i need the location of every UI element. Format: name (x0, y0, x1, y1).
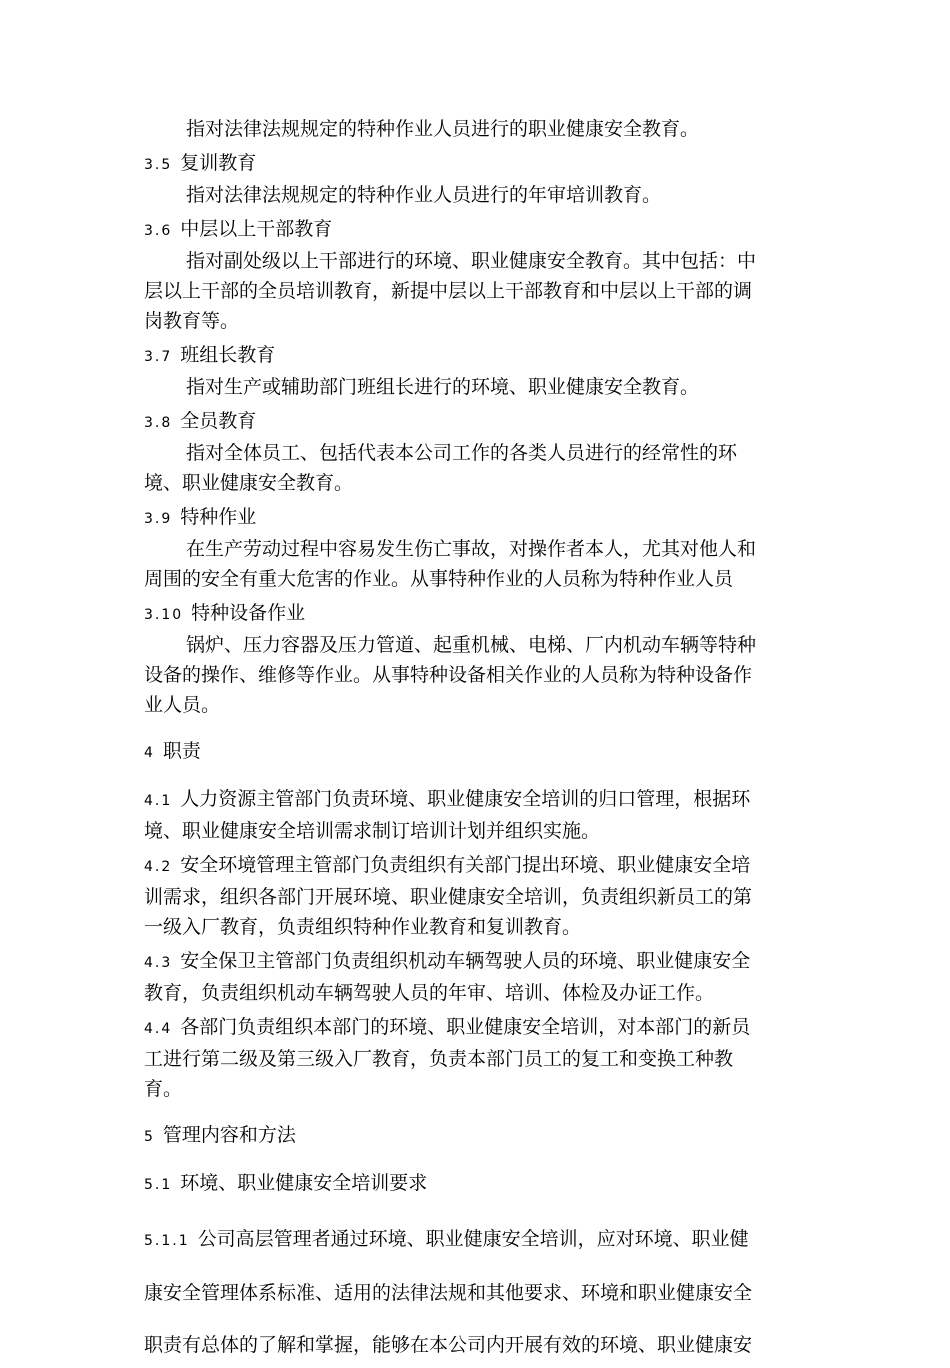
paragraph-line: 职责有总体的了解和掌握，能够在本公司内开展有效的环境、职业健康安 (144, 1334, 753, 1356)
clause-number: 4.3 (144, 955, 173, 971)
paragraph-line: 业人员。 (144, 694, 221, 716)
clause-text: 各部门负责组织本部门的环境、职业健康安全培训，对本部门的新员 (180, 1016, 751, 1038)
section-title: 职责 (162, 740, 201, 762)
clause-text: 安全保卫主管部门负责组织机动车辆驾驶人员的环境、职业健康安全 (180, 950, 751, 972)
paragraph-line: 锅炉、压力容器及压力管道、起重机械、电梯、厂内机动车辆等特种 (186, 634, 757, 656)
section-heading-3-7 (144, 340, 810, 372)
section-heading-3-6 (144, 214, 810, 246)
paragraph-line: 训需求，组织各部门开展环境、职业健康安全培训，负责组织新员工的第 (144, 886, 753, 908)
paragraph: 指对生产或辅助部门班组长进行的环境、职业健康安全教育。 (186, 376, 700, 398)
section-number: 3.6 (144, 223, 173, 239)
paragraph-line: 教育，负责组织机动车辆驾驶人员的年审、培训、体检及办证工作。 (144, 982, 715, 1004)
clause-text: 安全环境管理主管部门负责组织有关部门提出环境、职业健康安全培 (180, 854, 751, 876)
paragraph-line: 设备的操作、维修等作业。从事特种设备相关作业的人员称为特种设备作 (144, 664, 753, 686)
section-heading-5-1 (144, 1168, 810, 1200)
paragraph-line: 周围的安全有重大危害的作业。从事特种作业的人员称为特种作业人员 (144, 568, 734, 590)
section-number: 3.5 (144, 157, 173, 173)
paragraph-line: 育。 (144, 1078, 183, 1100)
paragraph-line: 指对全体员工、包括代表本公司工作的各类人员进行的经常性的环 (186, 442, 738, 464)
clause-text: 公司高层管理者通过环境、职业健康安全培训，应对环境、职业健 (197, 1228, 749, 1250)
section-heading-3-5 (144, 148, 810, 180)
clause-4-2 (144, 850, 810, 882)
section-title: 班组长教育 (180, 344, 276, 366)
paragraph-line: 层以上干部的全员培训教育，新提中层以上干部教育和中层以上干部的调 (144, 280, 753, 302)
section-title: 环境、职业健康安全培训要求 (180, 1172, 428, 1194)
paragraph-line: 岗教育等。 (144, 310, 240, 332)
section-heading-3-8 (144, 406, 810, 438)
clause-5-1-1 (144, 1216, 810, 1264)
section-heading-3-10 (144, 598, 810, 630)
paragraph-line: 指对副处级以上干部进行的环境、职业健康安全教育。其中包括：中 (186, 250, 757, 272)
paragraph-line: 一级入厂教育，负责组织特种作业教育和复训教育。 (144, 916, 582, 938)
paragraph-line: 在生产劳动过程中容易发生伤亡事故，对操作者本人，尤其对他人和 (186, 538, 757, 560)
section-number: 4 (144, 745, 155, 761)
section-heading-4 (144, 736, 810, 768)
clause-number: 4.2 (144, 859, 173, 875)
paragraph-line: 康安全管理体系标准、适用的法律法规和其他要求、环境和职业健康安全 (144, 1282, 753, 1304)
paragraph: 指对法律法规规定的特种作业人员进行的职业健康安全教育。 (186, 118, 700, 140)
paragraph-line: 境、职业健康安全培训需求制订培训计划并组织实施。 (144, 820, 601, 842)
section-heading-3-9 (144, 502, 810, 534)
paragraph: 指对法律法规规定的特种作业人员进行的年审培训教育。 (186, 184, 662, 206)
clause-number: 4.1 (144, 793, 173, 809)
paragraph-line: 境、职业健康安全教育。 (144, 472, 354, 494)
clause-text: 人力资源主管部门负责环境、职业健康安全培训的归口管理，根据环 (180, 788, 751, 810)
clause-number: 5.1.1 (144, 1233, 190, 1249)
clause-number: 4.4 (144, 1021, 173, 1037)
clause-4-1 (144, 784, 810, 816)
section-number: 3.8 (144, 415, 173, 431)
section-title: 中层以上干部教育 (180, 218, 333, 240)
section-title: 复训教育 (180, 152, 257, 174)
section-number: 5.1 (144, 1177, 173, 1193)
section-number: 3.9 (144, 511, 173, 527)
section-title: 特种设备作业 (191, 602, 306, 624)
section-number: 3.10 (144, 607, 184, 623)
paragraph-line: 工进行第二级及第三级入厂教育，负责本部门员工的复工和变换工种教 (144, 1048, 734, 1070)
clause-4-4 (144, 1012, 810, 1044)
section-number: 3.7 (144, 349, 173, 365)
clause-4-3 (144, 946, 810, 978)
section-heading-5 (144, 1120, 810, 1152)
section-title: 特种作业 (180, 506, 257, 528)
section-title: 管理内容和方法 (162, 1124, 296, 1146)
section-number: 5 (144, 1129, 155, 1145)
section-title: 全员教育 (180, 410, 257, 432)
